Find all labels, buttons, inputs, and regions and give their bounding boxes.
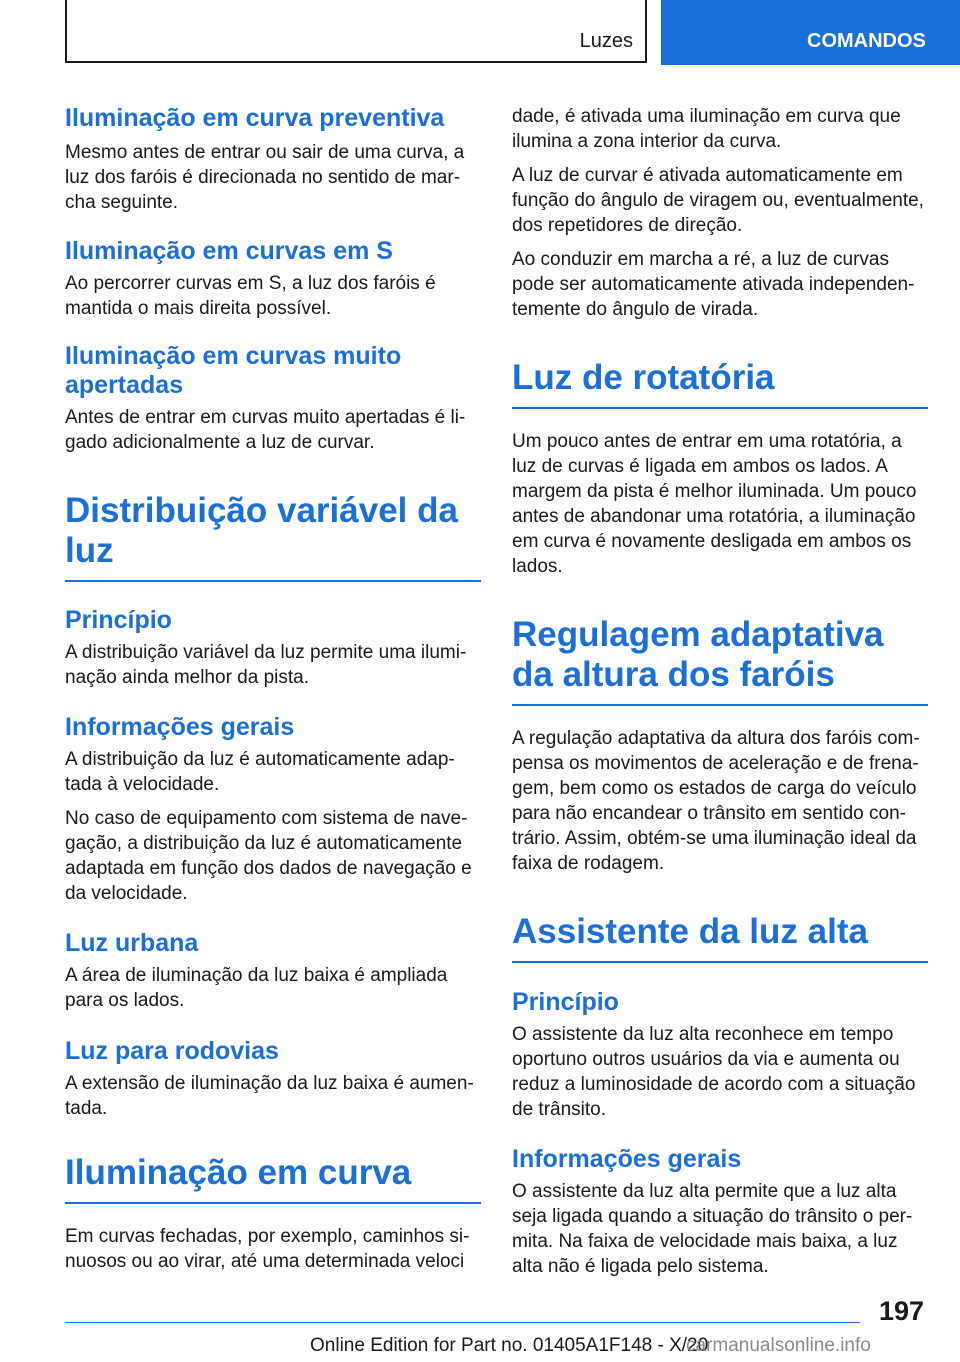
text-curvas-apertadas: Antes de entrar em curvas muito apertadas é ligado adicionalmente a luz de curvar.	[65, 407, 466, 453]
footer-edition-text: Online Edition for Part no. 01405A1F148 - X/20	[310, 1335, 709, 1356]
heading-curva-preventiva: Iluminação em curva preventiva	[65, 104, 445, 132]
page-number: 197	[879, 1296, 925, 1326]
heading-distribuicao-variavel: Distribuição variável da luz	[65, 491, 458, 570]
text-informacoes-gerais-assistente: O assistente da luz alta permite que a luz alta seja ligada quando a situação do trânsito o permita. Na faixa de velocidade mais baixa, a luz alta não é ligada pelo sistema.	[512, 1181, 913, 1277]
header-chapter-tab: COMANDOS	[661, 0, 960, 65]
section-divider	[65, 580, 481, 582]
text-principio-assistente: O assistente da luz alta reconhece em tempo oportuno outros usuários da via e aumenta ou reduz a luminosidade de acordo com a situação de trânsito.	[512, 1024, 916, 1120]
heading-principio: Princípio	[65, 606, 172, 634]
text-informacoes-gerais-2: No caso de equipamento com sistema de navegação, a distribuição da luz é automaticamente adaptada em função dos dados de navegação e da velocidade.	[65, 808, 472, 904]
right-column	[512, 100, 928, 1279]
text-iluminacao-curva-3: Ao conduzir em marcha a ré, a luz de curvas pode ser automaticamente ativada independentemente do ângulo de virada.	[512, 249, 915, 320]
heading-luz-rotatoria: Luz de rotatória	[512, 358, 775, 397]
section-divider	[512, 961, 928, 963]
heading-principio-assistente: Princípio	[512, 988, 619, 1016]
heading-informacoes-gerais: Informações gerais	[65, 713, 295, 741]
page-header	[0, 0, 960, 66]
heading-regulagem-adaptativa: Regulagem adaptativa da altura dos faróis	[512, 615, 884, 694]
text-iluminacao-curva-cont: dade, é ativada uma iluminação em curva que ilumina a zona interior da curva.	[512, 106, 901, 152]
text-informacoes-gerais-1: A distribuição da luz é automaticamente adaptada à velocidade.	[65, 749, 455, 795]
text-iluminacao-curva-2: A luz de curvar é ativada automaticamente em função do ângulo de viragem ou, eventualmente, dos repetidores de direção.	[512, 165, 924, 236]
text-curvas-em-s: Ao percorrer curvas em S, a luz dos faróis é mantida o mais direita possível.	[65, 273, 436, 319]
heading-luz-rodovias: Luz para rodovias	[65, 1037, 279, 1065]
heading-curvas-em-s: Iluminação em curvas em S	[65, 237, 393, 265]
heading-informacoes-gerais-assistente: Informações gerais	[512, 1145, 742, 1173]
watermark-text: carmanualsonline.info	[686, 1335, 871, 1356]
section-divider	[512, 407, 928, 409]
section-divider	[65, 1202, 481, 1204]
heading-iluminacao-curva: Iluminação em curva	[65, 1153, 412, 1192]
text-luz-urbana: A área de iluminação da luz baixa é ampliada para os lados.	[65, 965, 448, 1011]
heading-curvas-apertadas: Iluminação em curvas muito apertadas	[65, 342, 402, 399]
heading-luz-urbana: Luz urbana	[65, 929, 199, 957]
text-iluminacao-curva: Em curvas fechadas, por exemplo, caminhos sinuosos ou ao virar, até uma determinada veloci	[65, 1226, 470, 1272]
text-regulagem-adaptativa: A regulação adaptativa da altura dos faróis compensa os movimentos de aceleração e de frenagem, bem como os estados de carga do veículo para não encandear o trânsito em sentido contrário. Assim, obtém-se uma iluminação ideal da faixa de rodagem.	[512, 728, 920, 874]
text-principio: A distribuição variável da luz permite uma iluminação ainda melhor da pista.	[65, 642, 467, 688]
left-column	[65, 100, 481, 1274]
header-section-title: Luzes	[579, 30, 633, 52]
text-luz-rodovias: A extensão de iluminação da luz baixa é aumentada.	[65, 1073, 474, 1119]
header-section-box	[65, 0, 647, 63]
footer-rule	[65, 1322, 860, 1323]
text-curva-preventiva: Mesmo antes de entrar ou sair de uma curva, a luz dos faróis é direcionada no sentido de marcha seguinte.	[65, 142, 465, 213]
text-luz-rotatoria: Um pouco antes de entrar em uma rotatória, a luz de curvas é ligada em ambos os lados. A margem da pista é melhor iluminada. Um pouco antes de abandonar uma rotatória, a iluminação em curva é novamente desligada em ambos os lados.	[512, 431, 917, 577]
heading-assistente-luz-alta: Assistente da luz alta	[512, 912, 868, 951]
section-divider	[512, 704, 928, 706]
